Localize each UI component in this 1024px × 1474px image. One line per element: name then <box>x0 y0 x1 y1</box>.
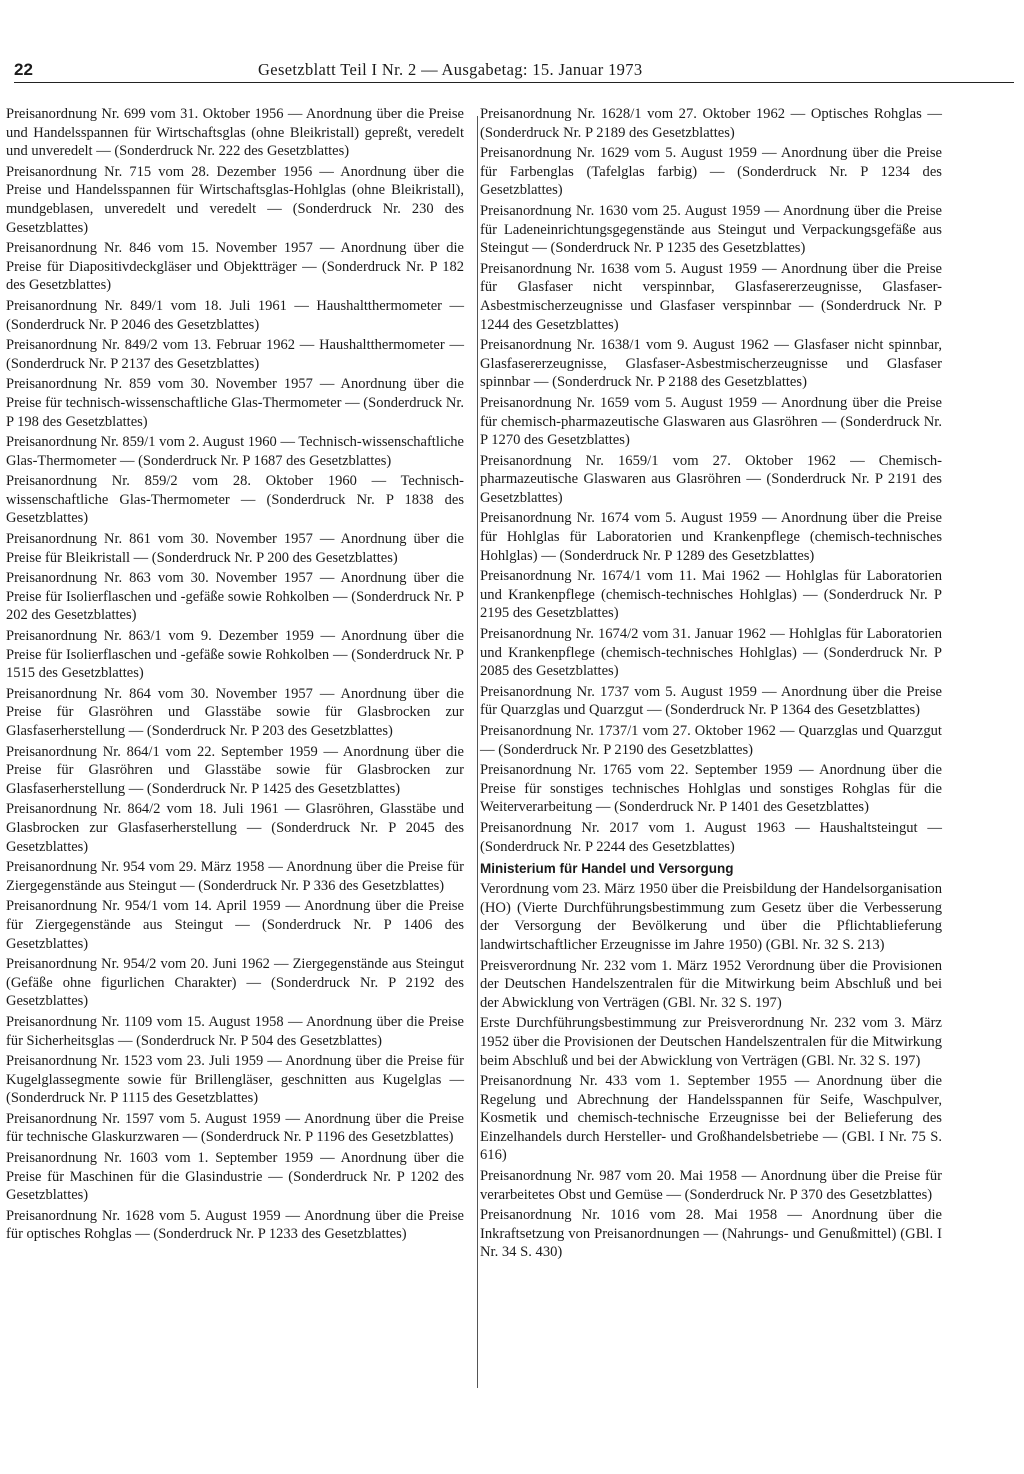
entry: Preisanordnung Nr. 433 vom 1. September 1955 — Anordnung über die Regelung und Abrechnung der Handelsspannen für Seife, Waschpulver, Kosmetik und chemisch-technische Erzeugnisse bei der Belieferung des Einzelhandels durch Hersteller- und Großhandelsbetriebe — (GBl. I Nr. 75 S. 616) <box>480 1073 942 1164</box>
entry: Preisanordnung Nr. 863 vom 30. November 1957 — Anordnung über die Preise für Isolierflaschen und -gefäße sowie Rohkolben — (Sonderdruck Nr. P 202 des Gesetzblattes) <box>6 570 464 624</box>
entry: Preisanordnung Nr. 1523 vom 23. Juli 1959 — Anordnung über die Preise für Kugelglassegmente sowie für Brillengläser, geschnitten aus Kugelglas — (Sonderdruck Nr. P 1115 des Gesetzblattes) <box>6 1053 464 1107</box>
entry: Preisanordnung Nr. 1630 vom 25. August 1959 — Anordnung über die Preise für Ladeneinrichtungsgegenstände aus Steingut und Verpackungsgefäße aus Steingut — (Sonderdruck Nr. P 1235 des Gesetzblattes) <box>480 202 942 257</box>
entry: Preisanordnung Nr. 864/2 vom 18. Juli 1961 — Glasröhren, Glasstäbe und Glasbrocken zur Glasfaserherstellung — (Sonderdruck Nr. P 2045 des Gesetzblattes) <box>6 801 464 855</box>
entry: Preisanordnung Nr. 1765 vom 22. September 1959 — Anordnung über die Preise für sonstiges technisches Hohlglas und sonstiges Rohglas für die Weiterverarbeitung — (Sonderdruck Nr. P 1401 des Gesetzblattes) <box>480 762 942 816</box>
entry: Preisanordnung Nr. 715 vom 28. Dezember 1956 — Anordnung über die Preise und Handelsspannen für Wirtschaftsglas-Hohlglas (ohne Bleikristall), mundgeblasen, unveredelt und veredelt — (Sonderdruck Nr. 230 des Gesetzblattes) <box>6 163 464 236</box>
entry: Preisanordnung Nr. 1737 vom 5. August 1959 — Anordnung über die Preise für Quarzglas und Quarzgut — (Sonderdruck Nr. P 1364 des Gesetzblattes) <box>480 683 942 719</box>
entry: Preisanordnung Nr. 849/2 vom 13. Februar 1962 — Haushaltthermometer — (Sonderdruck Nr. P 2137 des Gesetzblattes) <box>6 337 464 372</box>
entry: Preisanordnung Nr. 954/2 vom 20. Juni 1962 — Ziergegenstände aus Steingut (Gefäße ohne figurlichen Charakter) — (Sonderdruck Nr. P 2192 des Gesetzblattes) <box>6 956 464 1010</box>
entry: Preisanordnung Nr. 1737/1 vom 27. Oktober 1962 — Quarzglas und Quarzgut — (Sonderdruck Nr. P 2190 des Gesetzblattes) <box>480 723 942 758</box>
entry: Preisanordnung Nr. 987 vom 20. Mai 1958 — Anordnung über die Preise für verarbeitetes Obst und Gemüse — (Sonderdruck Nr. P 370 des Gesetzblattes) <box>480 1168 942 1203</box>
right-column <box>480 105 942 1264</box>
header-rule <box>14 82 1014 83</box>
entry: Preisanordnung Nr. 1638 vom 5. August 1959 — Anordnung über die Preise für Glasfaser nicht verspinnbar, Glasfasererzeugnisse, Glasfaser-Asbestmischerzeugnisse und Glasfaser verspinnbar — (Sonderdruck Nr. P 1244 des Gesetzblattes) <box>480 260 942 333</box>
left-column <box>6 105 464 1246</box>
entry: Preisanordnung Nr. 1628 vom 5. August 1959 — Anordnung über die Preise für optisches Rohglas — (Sonderdruck Nr. P 1233 des Gesetzblattes) <box>6 1207 464 1243</box>
column-divider <box>477 116 478 1388</box>
entry: Preisanordnung Nr. 849/1 vom 18. Juli 1961 — Haushaltthermometer — (Sonderdruck Nr. P 2046 des Gesetzblattes) <box>6 297 464 333</box>
entry: Preisanordnung Nr. 1659 vom 5. August 1959 — Anordnung über die Preise für chemisch-pharmazeutische Glaswaren aus Glasröhren — (Sonderdruck Nr. P 1270 des Gesetzblattes) <box>480 394 942 449</box>
entry: Preisanordnung Nr. 954 vom 29. März 1958 — Anordnung über die Preise für Ziergegenstände aus Steingut — (Sonderdruck Nr. P 336 des Gesetzblattes) <box>6 859 464 894</box>
entry: Preisanordnung Nr. 1597 vom 5. August 1959 — Anordnung über die Preise für technische Glaskurzwaren — (Sonderdruck Nr. P 1196 des Gesetzblattes) <box>6 1110 464 1146</box>
entry: Preisanordnung Nr. 1603 vom 1. September 1959 — Anordnung über die Preise für Maschinen für die Glasindustrie — (Sonderdruck Nr. P 1202 des Gesetzblattes) <box>6 1150 464 1204</box>
entry: Verordnung vom 23. März 1950 über die Preisbildung der Handelsorganisation (HO) (Vierte Durchführungsbestimmung zum Gesetz über die Verbesserung der Versorgung der Bevölkerung und über die Pflichtablieferung landwirtschaftlicher Erzeugnisse im Jahre 1950) (GBl. Nr. 32 S. 213) <box>480 881 942 953</box>
entry: Preisanordnung Nr. 954/1 vom 14. April 1959 — Anordnung über die Preise für Ziergegenstände aus Steingut — (Sonderdruck Nr. P 1406 des Gesetzblattes) <box>6 898 464 952</box>
entry: Preisanordnung Nr. 1016 vom 28. Mai 1958 — Anordnung über die Inkraftsetzung von Preisanordnungen — (Nahrungs- und Genußmittel) (GBl. I Nr. 34 S. 430) <box>480 1207 942 1261</box>
entry: Preisanordnung Nr. 864/1 vom 22. September 1959 — Anordnung über die Preise für Glasröhren und Glasstäbe sowie für Glasbrocken zur Glasfaserherstellung — (Sonderdruck Nr. P 1425 des Gesetzblattes) <box>6 743 464 797</box>
page-number: 22 <box>14 60 33 79</box>
section-heading: Ministerium für Handel und Versorgung <box>480 861 734 877</box>
entry: Preisanordnung Nr. 1629 vom 5. August 1959 — Anordnung über die Preise für Farbenglas (Tafelglas farbig) — (Sonderdruck Nr. P 1234 des Gesetzblattes) <box>480 145 942 199</box>
entry: Preisanordnung Nr. 1674/1 vom 11. Mai 1962 — Hohlglas für Laboratorien und Krankenpflege (chemisch-technisches Hohlglas) — (Sonderdruck Nr. P 2195 des Gesetzblattes) <box>480 568 942 622</box>
entry: Preisanordnung Nr. 859/2 vom 28. Oktober 1960 — Technisch-wissenschaftliche Glas-Thermometer — (Sonderdruck Nr. P 1838 des Gesetzblattes) <box>6 473 464 527</box>
entry: Preisanordnung Nr. 863/1 vom 9. Dezember 1959 — Anordnung über die Preise für Isolierflaschen und -gefäße sowie Rohkolben — (Sonderdruck Nr. P 1515 des Gesetzblattes) <box>6 628 464 682</box>
entry: Preisanordnung Nr. 1628/1 vom 27. Oktober 1962 — Optisches Rohglas — (Sonderdruck Nr. P 2189 des Gesetzblattes) <box>480 106 942 141</box>
entry: Preisanordnung Nr. 1109 vom 15. August 1958 — Anordnung über die Preise für Sicherheitsglas — (Sonderdruck Nr. P 504 des Gesetzblattes) <box>6 1013 464 1049</box>
entry: Preisanordnung Nr. 861 vom 30. November 1957 — Anordnung über die Preise für Bleikristall — (Sonderdruck Nr. P 200 des Gesetzblattes) <box>6 531 464 566</box>
entry: Erste Durchführungsbestimmung zur Preisverordnung Nr. 232 vom 3. März 1952 über die Provisionen der Deutschen Handelszentralen für die Mitwirkung beim Abschluß und bei der Abwicklung von Verträgen (GBl. Nr. 32 S. 197) <box>480 1015 942 1069</box>
entry: Preisanordnung Nr. 859 vom 30. November 1957 — Anordnung über die Preise für technisch-wissenschaftliche Glas-Thermometer — (Sonderdruck Nr. P 198 des Gesetzblattes) <box>6 376 464 430</box>
entry: Preisanordnung Nr. 859/1 vom 2. August 1960 — Technisch-wissenschaftliche Glas-Thermometer — (Sonderdruck Nr. P 1687 des Gesetzblattes) <box>6 434 464 469</box>
entry: Preisanordnung Nr. 1638/1 vom 9. August 1962 — Glasfaser nicht spinnbar, Glasfasererzeugnisse, Glasfaser-Asbestmischerzeugnisse und Glasfaser spinnbar — (Sonderdruck Nr. P 2188 des Gesetzblattes) <box>480 337 942 391</box>
entry: Preisanordnung Nr. 846 vom 15. November 1957 — Anordnung über die Preise für Diapositivdeckgläser und Objektträger — (Sonderdruck Nr. P 182 des Gesetzblattes) <box>6 240 464 294</box>
entry: Preisanordnung Nr. 1674/2 vom 31. Januar 1962 — Hohlglas für Laboratorien und Krankenpflege (chemisch-technisches Hohlglas) — (Sonderdruck Nr. P 2085 des Gesetzblattes) <box>480 626 942 680</box>
entry: Preisanordnung Nr. 1674 vom 5. August 1959 — Anordnung über die Preise für Hohlglas für Laboratorien und Krankenpflege (chemisch-technisches Hohlglas) — (Sonderdruck Nr. P 1289 des Gesetzblattes) <box>480 510 942 564</box>
entry: Preisanordnung Nr. 864 vom 30. November 1957 — Anordnung über die Preise für Glasröhren und Glasstäbe sowie für Glasbrocken zur Glasfaserherstellung — (Sonderdruck Nr. P 203 des Gesetzblattes) <box>6 685 464 739</box>
page-title: Gesetzblatt Teil I Nr. 2 — Ausgabetag: 15. Januar 1973 <box>258 60 643 79</box>
page-header <box>14 60 1014 84</box>
entry: Preisanordnung Nr. 699 vom 31. Oktober 1956 — Anordnung über die Preise und Handelsspannen für Wirtschaftsglas (ohne Bleikristall) gepreßt, veredelt und unveredelt — (Sonderdruck Nr. 222 des Gesetzblattes) <box>6 106 464 160</box>
entry: Preisanordnung Nr. 2017 vom 1. August 1963 — Haushaltsteingut — (Sonderdruck Nr. P 2244 des Gesetzblattes) <box>480 819 942 855</box>
entry: Preisanordnung Nr. 1659/1 vom 27. Oktober 1962 — Chemisch-pharmazeutische Glaswaren aus Glasröhren — (Sonderdruck Nr. P 2191 des Gesetzblattes) <box>480 452 942 506</box>
entry: Preisverordnung Nr. 232 vom 1. März 1952 Verordnung über die Provisionen der Deutschen Handelszentralen für die Mitwirkung beim Abschluß und bei der Abwicklung von Verträgen (GBl. Nr. 32 S. 197) <box>480 957 942 1011</box>
